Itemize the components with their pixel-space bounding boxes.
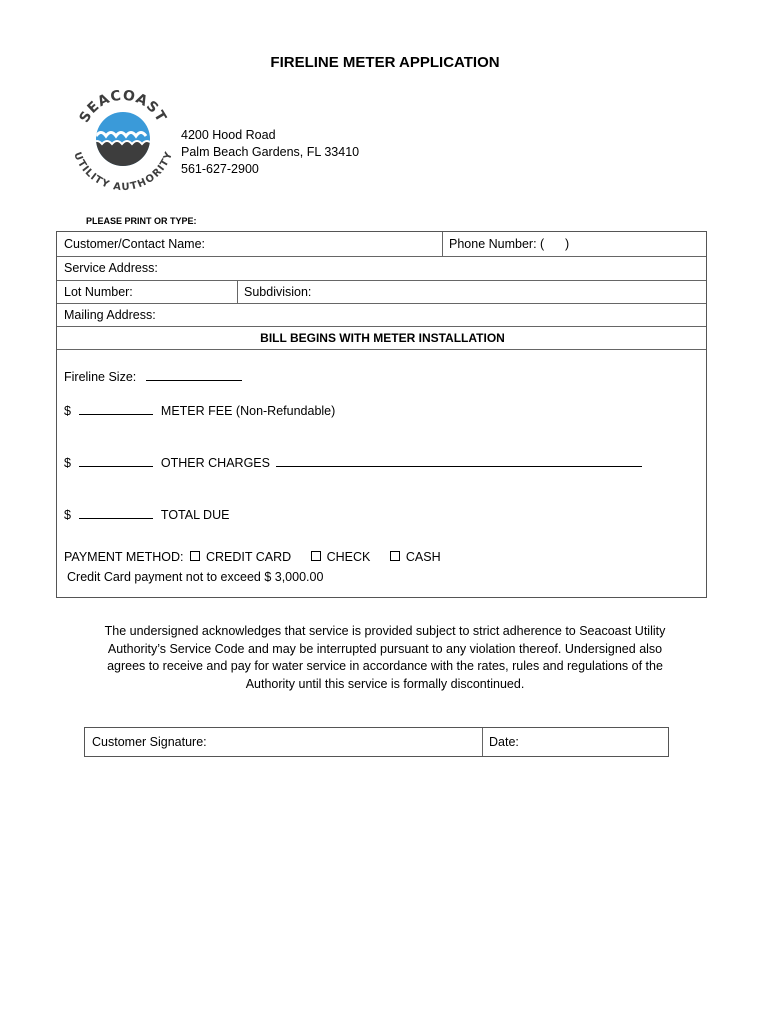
other-charges-row (64, 455, 642, 470)
date-field[interactable]: Date: (489, 735, 519, 749)
cash-option-label: CASH (405, 550, 441, 564)
currency-symbol: $ (64, 508, 71, 522)
other-charges-description-input[interactable] (276, 455, 642, 467)
address-city-state-zip: Palm Beach Gardens, FL 33410 (181, 145, 360, 159)
application-form (56, 231, 707, 598)
credit-card-option-label: CREDIT CARD (205, 550, 292, 564)
meter-fee-input[interactable] (79, 403, 153, 415)
subdivision-field[interactable]: Subdivision: (244, 285, 312, 299)
mailing-address-field[interactable]: Mailing Address: (64, 308, 156, 322)
signature-box (84, 727, 669, 757)
fireline-size-input[interactable] (146, 369, 242, 381)
other-charges-label: OTHER CHARGES (160, 456, 270, 470)
column-divider (482, 728, 483, 756)
total-due-label: TOTAL DUE (160, 508, 230, 522)
total-due-input[interactable] (79, 507, 153, 519)
check-checkbox[interactable] (311, 551, 321, 561)
row-divider (57, 280, 706, 281)
row-divider (57, 303, 706, 304)
acknowledgement-text: The undersigned acknowledges that service is provided subject to strict adherence to Seacoast Utility Authority’s Service Code and may be interrupted pursuant to any violation thereof. Undersigned also agrees to receive and pay for water service in accordance with the rates, rules and regulations of the Authority until this service is formally discontinued. (104, 624, 666, 691)
meter-fee-row (64, 403, 335, 418)
row-divider (57, 326, 706, 327)
phone-number-field[interactable]: Phone Number: ( ) (449, 237, 570, 251)
currency-symbol: $ (64, 404, 71, 418)
check-option-label: CHECK (326, 550, 371, 564)
seacoast-utility-authority-logo (70, 86, 176, 192)
svg-text:UTILITY AUTHORITY: UTILITY AUTHORITY (71, 150, 175, 192)
print-note: PLEASE PRINT OR TYPE: (86, 216, 197, 226)
fireline-size-label: Fireline Size: (64, 370, 137, 384)
cash-checkbox[interactable] (390, 551, 400, 561)
payment-method-label: PAYMENT METHOD: (64, 550, 184, 564)
credit-card-limit-note: Credit Card payment not to exceed $ 3,000.00 (67, 570, 324, 584)
logo-seal-icon (70, 86, 176, 192)
total-due-row (64, 507, 229, 522)
address-phone: 561-627-2900 (181, 162, 259, 176)
payment-method-row (64, 550, 441, 564)
currency-symbol: $ (64, 456, 71, 470)
bill-notice: BILL BEGINS WITH METER INSTALLATION (260, 331, 505, 345)
fireline-size-row (64, 369, 242, 384)
service-address-field[interactable]: Service Address: (64, 261, 158, 275)
lot-number-field[interactable]: Lot Number: (64, 285, 133, 299)
column-divider (237, 280, 238, 303)
customer-contact-name-field[interactable]: Customer/Contact Name: (64, 237, 206, 251)
page-title: FIRELINE METER APPLICATION (270, 54, 500, 71)
row-divider (57, 256, 706, 257)
column-divider (442, 232, 443, 256)
credit-card-checkbox[interactable] (190, 551, 200, 561)
other-charges-amount-input[interactable] (79, 455, 153, 467)
address-street: 4200 Hood Road (181, 128, 276, 142)
row-divider (57, 349, 706, 350)
svg-text:SEACOAST: SEACOAST (76, 87, 170, 126)
address-block (181, 127, 359, 178)
meter-fee-label: METER FEE (Non-Refundable) (160, 404, 336, 418)
customer-signature-field[interactable]: Customer Signature: (92, 735, 207, 749)
